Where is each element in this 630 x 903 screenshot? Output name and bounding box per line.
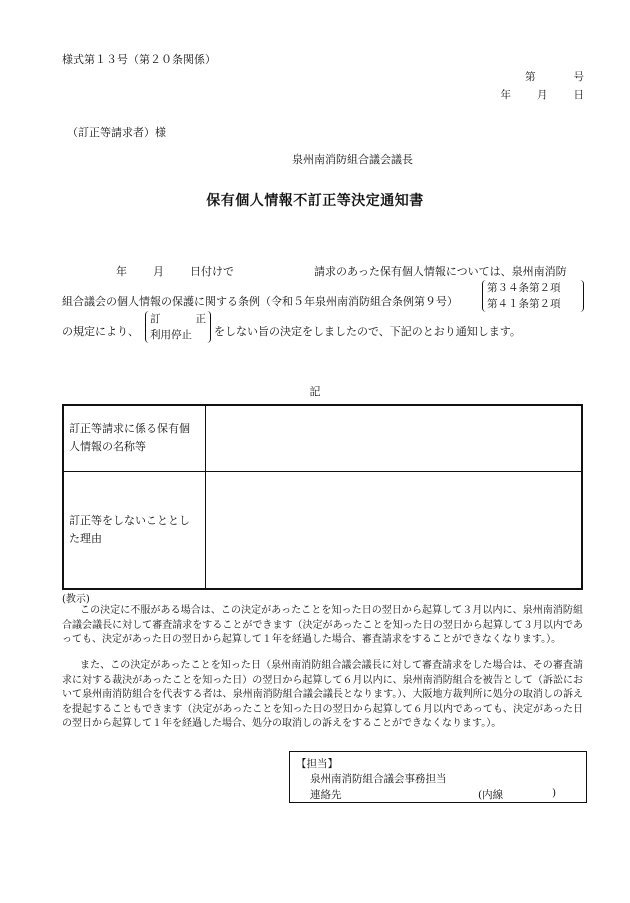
article-options [482, 280, 584, 312]
article-option-1: 第３４条第２項 [487, 282, 561, 294]
date-day: 日 [573, 89, 584, 101]
contact-tel-label: 連絡先 [310, 789, 342, 801]
line3-post: をしない旨の決定をしましたので、下記のとおり通知します。 [214, 325, 521, 338]
action-options [145, 311, 211, 343]
body-line-1 [116, 263, 567, 279]
recipient: （訂正等請求者）様 [67, 126, 166, 139]
row-value[interactable] [206, 471, 583, 589]
body-line-2: 組合議会の個人情報の保護に関する条例（令和５年泉州南消防組合条例第９号） [62, 295, 458, 308]
action-option-suspension: 利用停止 [150, 329, 192, 341]
line3-pre: の規定により、 [62, 325, 139, 338]
body-line-3 [62, 323, 139, 339]
doc-number-label-2: 号 [573, 71, 584, 83]
notice-heading: (教示) [62, 594, 90, 605]
page-title: 保有個人情報不訂正等決定通知書 [206, 193, 424, 209]
line1-year: 年 [116, 265, 127, 278]
document-number [525, 69, 584, 84]
date-year: 年 [500, 89, 511, 101]
doc-number-label-1: 第 [525, 71, 536, 83]
issue-date [501, 87, 585, 102]
contact-title: 【担当】 [296, 758, 338, 770]
contact-box [289, 751, 587, 803]
date-month: 月 [537, 89, 548, 101]
action-option-correction [150, 311, 206, 327]
action-option-a2: 正 [195, 313, 206, 325]
article-option-2: 第４１条第２項 [487, 298, 561, 310]
record-table [62, 404, 583, 590]
form-number: 様式第１３号（第２０条関係） [62, 53, 216, 66]
table-row [63, 405, 582, 471]
row-value[interactable] [206, 405, 583, 471]
ki-heading: 記 [309, 385, 321, 398]
contact-dept: 泉州南消防組合議会事務担当 [310, 773, 447, 785]
line1-day: 日付けで [190, 265, 234, 278]
notice-paragraph-2: また、この決定があったことを知った日（泉州南消防組合議会議長に対して審査請求をした場合は、その審査請求に対する裁決があったことを知った日）の翌日から起算して６月以内に、泉州南消防組合を被告として（訴訟において泉州南消防組合を代表する者は、泉州南消防組合議会議長となります。）、大阪地方裁判所に処分の取消しの訴えを提起することもできます（決定があったことを知った日の翌日から起算して６月以内であっても、決定があった日の翌日から起算して１年を経過した場合、処分の取消しの訴えをすることができなくなります。）。 [62, 660, 583, 729]
line1-month: 月 [153, 265, 164, 278]
action-option-a1: 訂 [150, 313, 161, 325]
row-label: 訂正等請求に係る保有個人情報の名称等 [63, 405, 206, 471]
contact-close-paren: ) [552, 787, 557, 799]
contact-ext-label: (内線 [478, 789, 504, 801]
table-row [63, 471, 582, 589]
line1-rest: 請求のあった保有個人情報については、泉州南消防 [314, 265, 567, 278]
sender: 泉州南消防組合議会議長 [292, 153, 413, 166]
notice-paragraph-1: この決定に不服がある場合は、この決定があったことを知った日の翌日から起算して３月以内に、泉州南消防組合議会議長に対して審査請求をすることができます（決定があったことを知った日の翌日から起算して３月以内であっても、決定があった日の翌日から起算して１年を経過した場合、審査請求をすることができなくなります。）。 [62, 605, 583, 645]
row-label: 訂正等をしないこととした理由 [63, 471, 206, 589]
